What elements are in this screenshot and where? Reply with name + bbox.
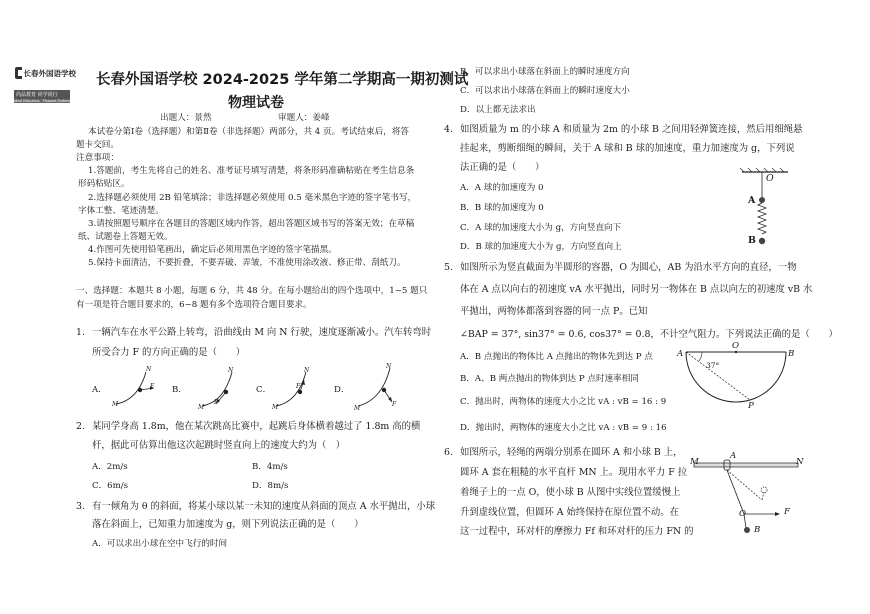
- option-label: B．可以求出小球落在斜面上的瞬时速度方向: [460, 67, 630, 77]
- question-text: 如图所示，轻绳的两端分别系在圆环 A 和小球 B 上，: [460, 447, 683, 458]
- note-line: 2.选择题必须使用 2B 铅笔填涂；非选择题必须使用 0.5 毫米黑色字迹的签字笔书写，: [88, 193, 417, 203]
- label-n: N: [796, 457, 804, 467]
- page-subtitle: 物理试卷: [228, 95, 284, 111]
- label-f: F: [150, 383, 155, 390]
- option-label: C．: [256, 385, 272, 395]
- note-line: 5.保持卡面清洁，不要折叠，不要弄破、弄皱，不准使用涂改液、修正带、刮纸刀。: [88, 258, 406, 268]
- section-heading: 一、选择题：本题共 8 小题，每题 6 分，共 48 分。在每小题给出的四个选项中，1~5 题只: [76, 286, 428, 296]
- intro-line: 题卡交回。: [76, 140, 119, 150]
- q6-figure: [690, 448, 802, 534]
- section-heading: 有一项是符合题目要求的，6~8 题有多个选项符合题目要求。: [76, 300, 312, 310]
- label-o: O: [766, 173, 774, 184]
- question-text: 所受合力 F 的方向正确的是（ ）: [92, 347, 246, 358]
- question-text: 落在斜面上，已知重力加速度为 g，则下列说法正确的是（ ）: [92, 519, 364, 530]
- label-m: M: [690, 457, 699, 467]
- question-text: 法正确的是（ ）: [460, 162, 545, 173]
- author: 出题人：景然: [160, 113, 212, 123]
- option-label: A．A 球的加速度为 0: [460, 183, 544, 193]
- question-number: 4.: [444, 124, 453, 135]
- question-number: 5.: [444, 262, 453, 273]
- question-text: 平抛出，两物体都落到容器的同一点 P。已知: [460, 306, 648, 317]
- question-text: 有一倾角为 θ 的斜面，将某小球以某一未知的速度从斜面的顶点 A 水平抛出，小球: [92, 501, 436, 512]
- question-text: 着绳子上的一点 O，使小球 B 从图中实线位置缓慢上: [460, 487, 681, 498]
- note-line: 1.答题前，考生先将自己的姓名、准考证号填写清楚，将条形码准确粘贴在考生信息条: [88, 166, 415, 176]
- label-n: N: [146, 366, 152, 373]
- label-o: O: [732, 341, 740, 351]
- option-label: D．8m/s: [252, 481, 289, 491]
- note-line: 纸、试题卷上答题无效。: [78, 232, 173, 242]
- question-text: 如图所示为竖直截面为半圆形的容器，O 为圆心，AB 为沿水平方向的直径，一物: [460, 262, 797, 273]
- option-label: D．: [334, 385, 350, 395]
- label-b: B: [788, 349, 795, 359]
- label-f: F: [296, 383, 301, 390]
- label-a: A: [677, 349, 684, 359]
- logo-motto-en: Ideal Education · Pleasant Endeavor: [14, 99, 73, 103]
- option-label: B．A、B 两点抛出的物体到达 P 点时速率相同: [460, 374, 639, 384]
- option-label: A．: [92, 385, 107, 395]
- logo-emblem: [14, 66, 76, 80]
- question-text: 一辆汽车在水平公路上转弯，沿曲线由 M 向 N 行驶，速度逐渐减小。汽车转弯时: [92, 327, 432, 338]
- question-text: 升到虚线位置，但圆环 A 始终保持在原位置不动。在: [460, 507, 679, 518]
- label-n: N: [304, 367, 310, 374]
- question-text: 挂起来，剪断细绳的瞬间，关于 A 球和 B 球的加速度，重力加速度为 g，下列说: [460, 143, 795, 154]
- label-m: M: [112, 401, 119, 408]
- option-label: B．4m/s: [252, 462, 288, 472]
- question-text: 某同学身高 1.8m，他在某次跳高比赛中，起跳后身体横着越过了 1.8m 高的横: [92, 421, 421, 432]
- option-label: D．B 球的加速度大小为 g，方向竖直向上: [460, 242, 622, 252]
- option-label: B．B 球的加速度为 0: [460, 203, 544, 213]
- logo-school-name: 长春外国语学校: [23, 68, 76, 78]
- label-o: O: [739, 509, 747, 519]
- question-text: 杆，据此可估算出他这次起跳时竖直向上的速度大约为（ ）: [92, 440, 346, 451]
- label-n: N: [228, 367, 234, 374]
- label-f: F: [784, 507, 790, 517]
- label-f: F: [214, 399, 219, 406]
- note-line: 字体工整、笔迹清楚。: [78, 206, 164, 216]
- label-m: M: [272, 404, 279, 411]
- option-label: A．可以求出小球在空中飞行的时间: [92, 539, 228, 549]
- option-label: D．以上都无法求出: [460, 105, 536, 115]
- question-number: 3.: [76, 501, 85, 512]
- question-text: 圆环 A 套在粗糙的水平直杆 MN 上。现用水平力 F 拉: [460, 467, 688, 478]
- reviewer: 审题人：姜峰: [278, 113, 330, 123]
- label-p: P: [748, 401, 754, 411]
- option-label: B．: [172, 385, 187, 395]
- q5-figure: [680, 346, 795, 410]
- label-a: A: [730, 451, 737, 461]
- question-text: 体在 A 点以向右的初速度 vA 水平抛出，同时另一物体在 B 点以向左的初速度 vB 水: [460, 284, 813, 295]
- option-label: C．可以求出小球落在斜面上的瞬时速度大小: [460, 86, 630, 96]
- question-number: 1.: [76, 327, 85, 338]
- question-text: 这一过程中，环对杆的摩擦力 Ff 和环对杆的压力 FN 的: [460, 526, 694, 537]
- label-f: F: [392, 401, 397, 408]
- label-b: B: [748, 235, 756, 246]
- option-label: D．抛出时，两物体的速度大小之比 vA : vB = 9 : 16: [460, 423, 667, 433]
- crest-icon: [14, 66, 22, 80]
- label-b: B: [754, 525, 761, 535]
- question-text: 如图质量为 m 的小球 A 和质量为 2m 的小球 B 之间用轻弹簧连接，然后用细绳悬: [460, 124, 803, 135]
- note-line: 4.作图可先使用铅笔画出，确定后必须用黑色字迹的签字笔描黑。: [88, 245, 337, 255]
- angle-label: 37°: [706, 361, 720, 370]
- option-label: A．B 点抛出的物体比 A 点抛出的物体先到达 P 点: [460, 352, 653, 362]
- option-label: A．2m/s: [92, 462, 128, 472]
- note-line: 形码粘贴区。: [78, 179, 130, 189]
- school-logo: [14, 66, 76, 112]
- page-title: 长春外国语学校 2024-2025 学年第二学期高一期初测试: [96, 72, 469, 88]
- option-label: C．6m/s: [92, 481, 129, 491]
- label-n: N: [386, 363, 392, 370]
- option-label: C．A 球的加速度大小为 g，方向竖直向下: [460, 223, 622, 233]
- logo-motto: 尚品教育 尚学尚行: [14, 90, 70, 99]
- option-label: C．抛出时，两物体的速度大小之比 vA : vB = 16 : 9: [460, 397, 667, 407]
- note-line: 3.请按照题号顺序在各题目的答题区域内作答，超出答题区域书写的答案无效；在草稿: [88, 219, 415, 229]
- notes-title: 注意事项：: [76, 153, 119, 163]
- label-m: M: [198, 404, 205, 411]
- question-number: 2.: [76, 421, 85, 432]
- question-number: 6.: [444, 447, 453, 458]
- intro-line: 本试卷分第Ⅰ卷（选择题）和第Ⅱ卷（非选择题）两部分，共 4 页。考试结束后，将答: [88, 127, 409, 137]
- question-text: ∠BAP = 37°, sin37° = 0.6, cos37° = 0.8，不计空气阻力。下列说法正确的是（ ）: [460, 329, 838, 340]
- label-m: M: [354, 405, 361, 412]
- label-a: A: [748, 195, 756, 206]
